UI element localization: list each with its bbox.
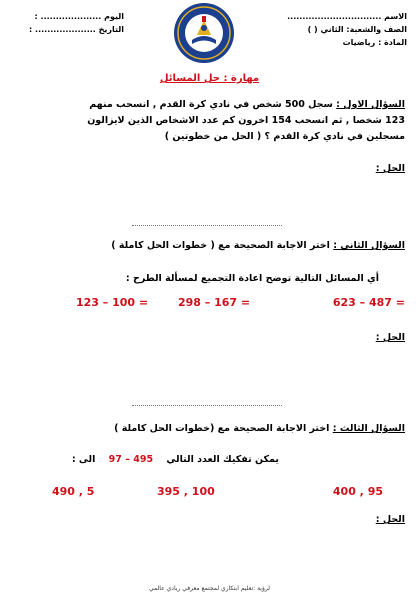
q1-text-line3: مسجلين في نادي كرة القدم ؟ ( الحل من خطوتين ): [164, 131, 405, 142]
q1-line1: [15, 99, 405, 110]
q2-label: السؤال الثاني :: [333, 240, 405, 251]
q1-label: السؤال الاول :: [336, 99, 405, 110]
q3-instruction: اختر الاجابة الصحيحة مع (خطوات الحل كاملة ): [114, 423, 330, 434]
divider-1: [132, 225, 282, 226]
q2-instruction: اختر الاجابة الصحيحة مع ( خطوات الحل كاملة ): [111, 240, 330, 251]
date-dots: .................... :: [29, 25, 96, 34]
q3-header: [15, 423, 405, 434]
grade-label: الصف والشعبة: الثاني: [320, 25, 407, 34]
school-seal-logo: [173, 2, 235, 64]
q3-prompt-text: يمكن تفكيك العدد التالي: [166, 454, 279, 465]
day-label: اليوم: [104, 12, 124, 21]
q3-prompt-suffix: الى :: [71, 454, 96, 465]
grade-line: [267, 25, 407, 35]
q3-label: السؤال الثالث :: [332, 423, 405, 434]
q3-options-row: [0, 485, 419, 499]
q2-option-2: 298 – 167 =: [178, 296, 251, 309]
q2-header: [15, 240, 405, 251]
q3-option-2: 395 , 100: [157, 485, 215, 498]
q1-text-line2: 123 شخصا , ثم انسحب 154 اخرون كم عدد الاشخاص الذين لايزالون: [87, 115, 405, 126]
day-dots: .................... :: [34, 12, 102, 21]
q3-option-1: 400 , 95: [332, 485, 383, 498]
q3-prompt-number: 97 – 495: [108, 454, 154, 465]
q3-option-3: 490 , 5: [52, 485, 95, 498]
q2-option-3: 123 – 100 =: [76, 296, 149, 309]
q1-text-line1: سجل 500 شخص في نادي كرة القدم , انسحب منهم: [89, 99, 333, 110]
subject-line: [267, 38, 407, 48]
q1-answer-label: الحل :: [375, 163, 405, 174]
q2-answer-label: الحل :: [375, 332, 405, 343]
skill-title: مهارة : حل المسائل: [159, 73, 260, 84]
date-label: التاريخ: [98, 25, 124, 34]
q2-option-1: 623 – 487 =: [332, 296, 405, 309]
q3-prompt: [19, 454, 279, 465]
q3-answer-label: الحل :: [375, 514, 405, 525]
subject-label: المادة : رياضيات: [342, 38, 407, 47]
footer-vision: لرؤية :تعليم ابتكاري لمجتمع معرفي ريادي عالمي: [148, 585, 271, 592]
name-label: الاسم: [384, 12, 407, 21]
date-line: [14, 25, 124, 35]
q2-subtitle: أي المسائل التالية توضح اعادة التجميع لمسألة الطرح :: [125, 273, 379, 284]
name-dots: ...............................: [287, 12, 382, 21]
divider-2: [132, 405, 282, 406]
q2-options-row: [0, 296, 419, 310]
day-line: [14, 12, 124, 22]
grade-paren: ( ): [307, 25, 318, 34]
name-line: [267, 12, 407, 22]
